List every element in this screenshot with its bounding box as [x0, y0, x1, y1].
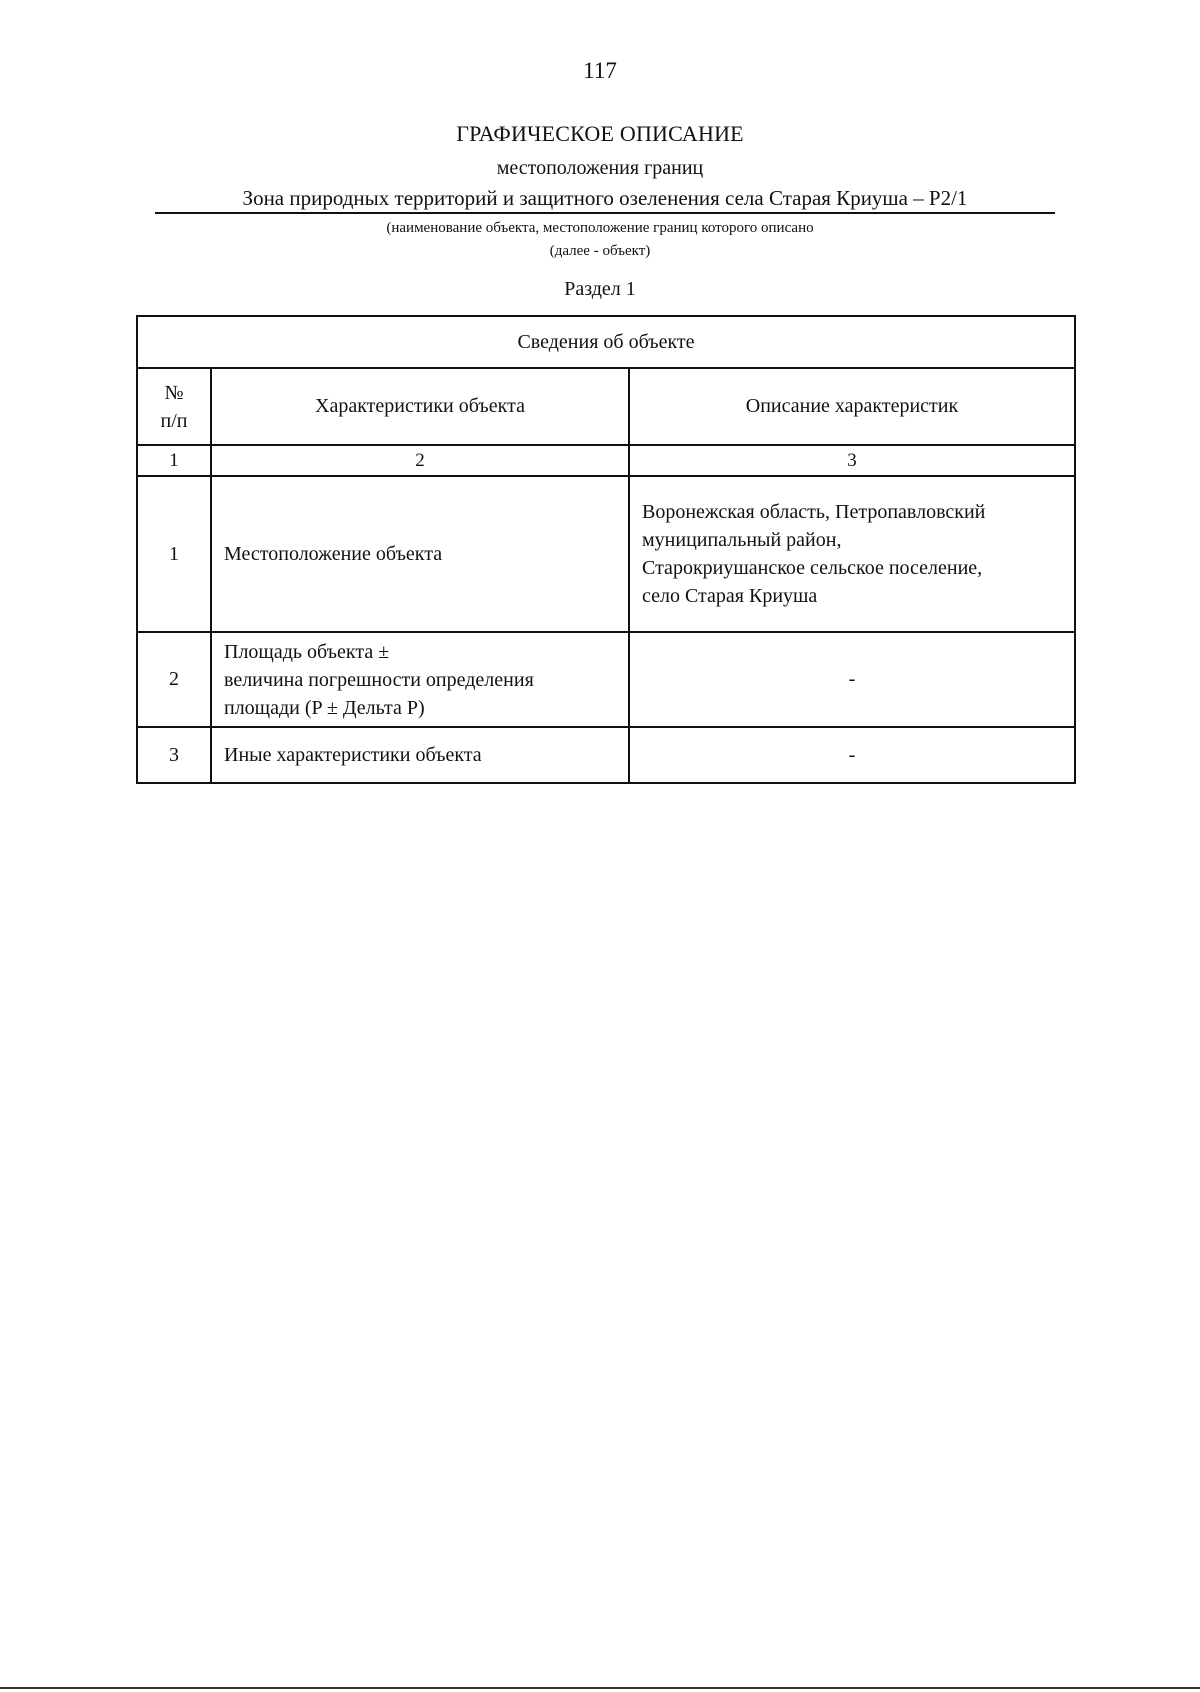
object-info-table [136, 315, 1076, 784]
table-row [137, 727, 1075, 783]
column-header-characteristics: Характеристики объекта [211, 368, 629, 445]
document-title: ГРАФИЧЕСКОЕ ОПИСАНИЕ [456, 121, 744, 146]
object-caption-line1: (наименование объекта, местоположение границ которого описано [386, 220, 814, 236]
row-characteristic [211, 727, 629, 783]
page-bottom-rule [0, 1687, 1200, 1689]
column-number-3: 3 [629, 445, 1075, 476]
table-row [137, 476, 1075, 632]
column-header-number [137, 368, 211, 445]
row-characteristic-line: Площадь объекта ± [224, 640, 390, 663]
page-number: 117 [583, 58, 617, 83]
row-characteristic-line: Иные характеристики объекта [224, 744, 482, 766]
row-characteristic-line: площади (P ± Дельта P) [224, 696, 425, 719]
row-characteristic [211, 476, 629, 632]
section-title: Раздел 1 [564, 278, 636, 300]
row-description: - [629, 632, 1075, 727]
column-header-number-line1: № [164, 381, 184, 404]
column-header-number-line2: п/п [160, 409, 188, 432]
row-description: - [629, 727, 1075, 783]
row-description-line: муниципальный район, [642, 529, 842, 551]
object-caption-line2: (далее - объект) [549, 243, 651, 259]
column-header-description: Описание характеристик [629, 368, 1075, 445]
table-row [137, 632, 1075, 727]
row-number: 2 [137, 632, 211, 727]
row-description-line: Воронежская область, Петропавловский [642, 501, 986, 523]
document-subtitle: местоположения границ [496, 157, 704, 179]
row-characteristic-line: Местоположение объекта [224, 543, 443, 565]
object-name: Зона природных территорий и защитного озеленения села Старая Криуша – Р2/1 [155, 186, 1055, 214]
row-description-line: Старокриушанское сельское поселение, [642, 557, 983, 579]
row-description-line: село Старая Криуша [642, 585, 818, 607]
row-description [629, 476, 1075, 632]
column-number-2: 2 [211, 445, 629, 476]
row-number: 3 [137, 727, 211, 783]
column-number-1: 1 [137, 445, 211, 476]
row-number: 1 [137, 476, 211, 632]
table-header: Сведения об объекте [137, 316, 1075, 368]
row-characteristic [211, 632, 629, 727]
row-characteristic-line: величина погрешности определения [224, 668, 534, 691]
